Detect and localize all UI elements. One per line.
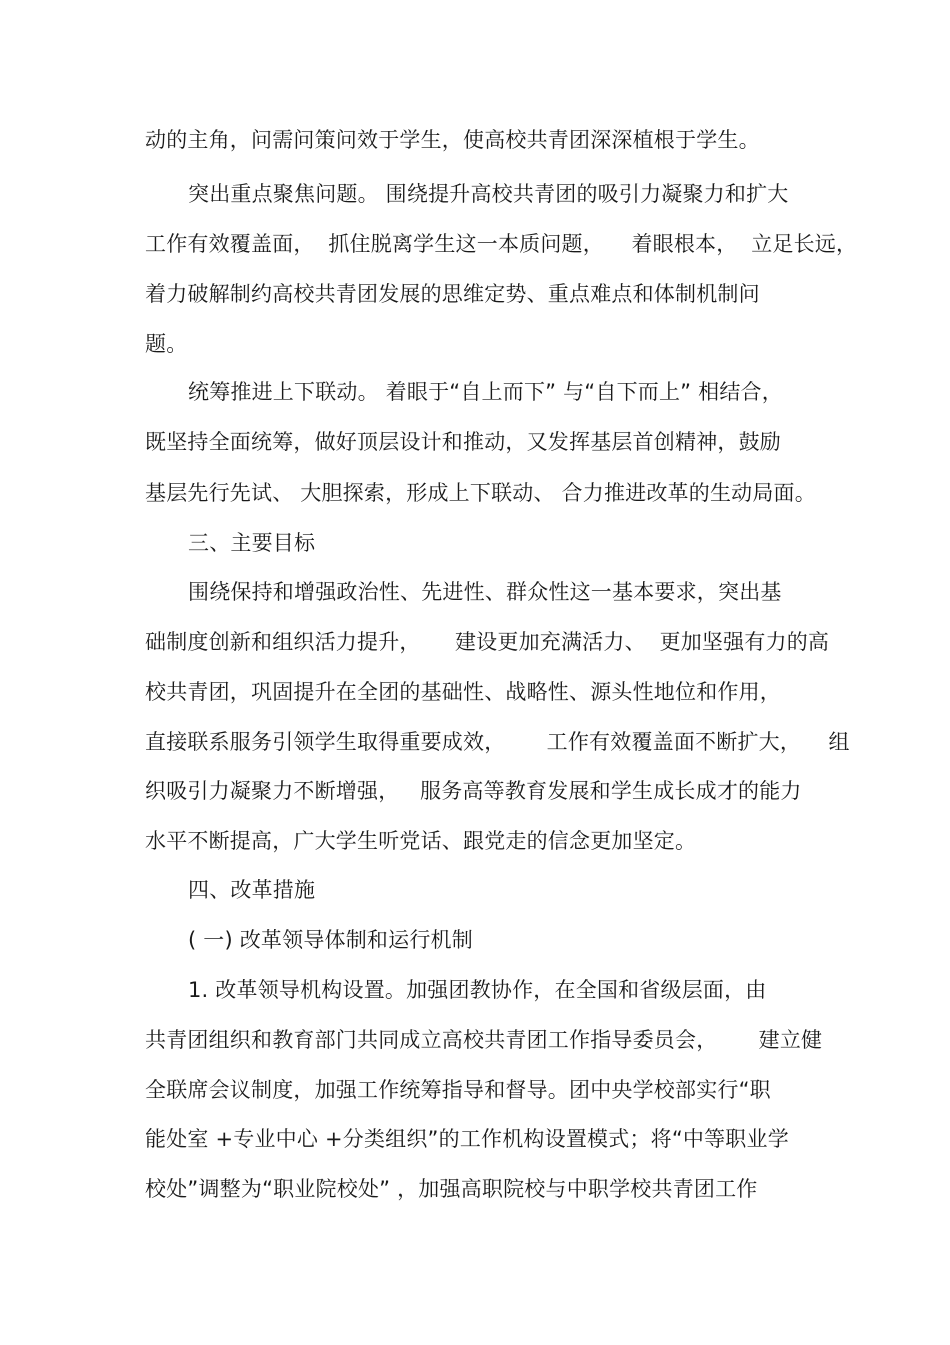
text-line: 础制度创新和组织活力提升， 建设更加充满活力、 更加坚强有力的高 [145,630,830,654]
text-line: 1. 改革领导机构设置。加强团教协作，在全国和省级层面，由 [188,978,767,1002]
text-line: 直接联系服务引领学生取得重要成效， 工作有效覆盖面不断扩大， 组 [145,730,850,754]
section-heading: 三、主要目标 [188,531,316,555]
text-line: 校处”调整为“职业院校处” ，加强高职院校与中职学校共青团工作 [145,1177,758,1201]
text-line: 统筹推进上下联动。 着眼于“自上而下” 与“自下而上” 相结合， [188,380,783,404]
text-line: 工作有效覆盖面， 抓住脱离学生这一本质问题， 着眼根本， 立足长远， [145,232,858,256]
text-line: 既坚持全面统筹，做好顶层设计和推动，又发挥基层首创精神，鼓励 [145,430,781,454]
text-line: 水平不断提高，广大学生听党话、跟党走的信念更加坚定。 [145,829,697,853]
text-line: 基层先行先试、 大胆探索，形成上下联动、 合力推进改革的生动局面。 [145,481,816,505]
text-line: 校共青团，巩固提升在全团的基础性、战略性、源头性地位和作用， [145,680,781,704]
text-line: 共青团组织和教育部门共同成立高校共青团工作指导委员会， 建立健 [145,1028,823,1052]
subsection-heading: ( 一) 改革领导体制和运行机制 [188,928,473,952]
text-line: 织吸引力凝聚力不断增强， 服务高等教育发展和学生成长成才的能力 [145,779,802,803]
text-line: 着力破解制约高校共青团发展的思维定势、重点难点和体制机制问 [145,282,760,306]
text-line: 突出重点聚焦问题。 围绕提升高校共青团的吸引力凝聚力和扩大 [188,182,789,206]
section-heading: 四、改革措施 [188,878,316,902]
text-line: 全联席会议制度，加强工作统筹指导和督导。团中央学校部实行“职 [145,1078,771,1102]
text-line: 能处室 +专业中心 +分类组织”的工作机构设置模式；将“中等职业学 [145,1127,789,1151]
text-line: 题。 [145,332,188,356]
text-line: 动的主角，问需问策问效于学生，使高校共青团深深植根于学生。 [145,128,760,152]
text-line: 围绕保持和增强政治性、先进性、群众性这一基本要求，突出基 [188,580,782,604]
